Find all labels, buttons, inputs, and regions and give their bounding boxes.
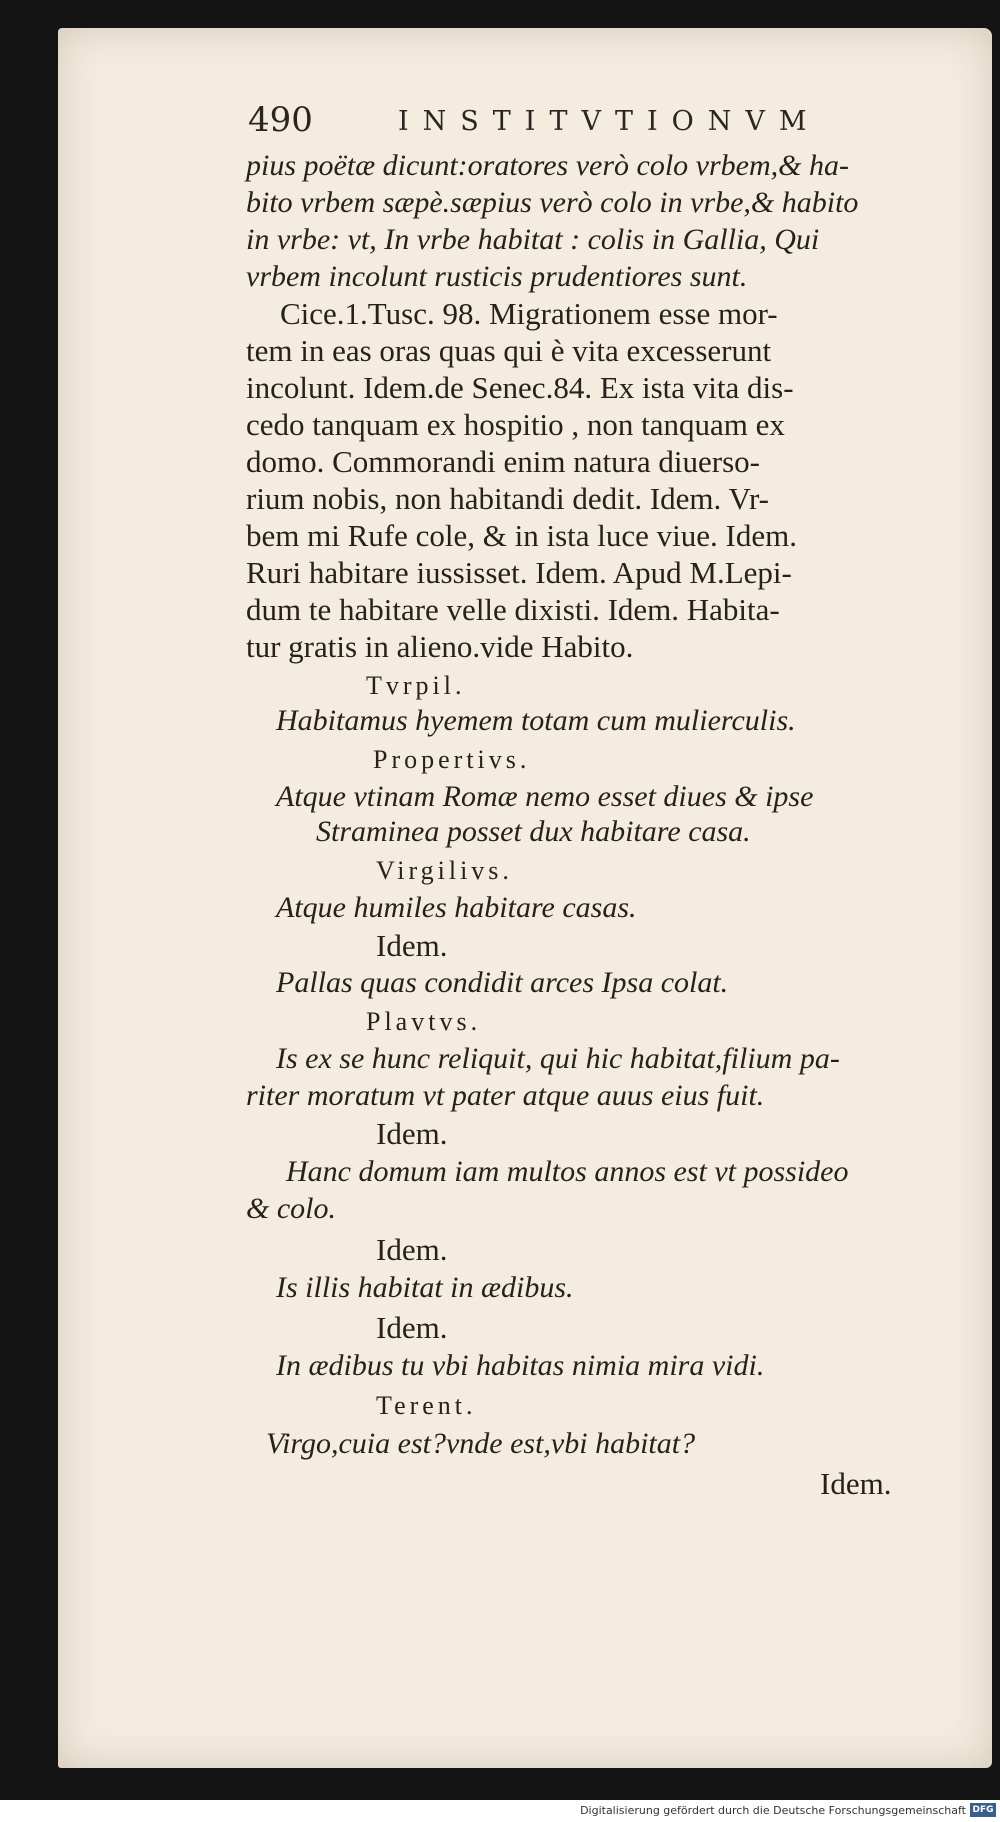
- text-line: in vrbe: vt, In vrbe habitat : colis in Gallia, Qui: [246, 223, 820, 256]
- quote-line: Hanc domum iam multos annos est vt possideo: [286, 1155, 849, 1188]
- text-line: cedo tanquam ex hospitio , non tanquam ex: [246, 407, 785, 442]
- quote-line: & colo.: [246, 1192, 336, 1225]
- footer-credit-bar: [0, 1800, 1000, 1822]
- quote-line: Pallas quas condidit arces Ipsa colat.: [276, 966, 729, 999]
- text-line: Cice.1.Tusc. 98. Migrationem esse mor-: [280, 296, 778, 331]
- quote-line: riter moratum vt pater atque auus eius fuit.: [246, 1079, 765, 1112]
- author-heading: Propertivs.: [373, 745, 531, 774]
- text-line: incolunt. Idem.de Senec.84. Ex ista vita dis-: [246, 370, 794, 405]
- footer-credit: Digitalisierung gefördert durch die Deutsche Forschungsgemeinschaft: [580, 1804, 966, 1817]
- author-heading: Tvrpil.: [366, 671, 466, 700]
- quote-line: Habitamus hyemem totam cum mulierculis.: [276, 704, 796, 737]
- text-line: bito vrbem sæpè.sæpius verò colo in vrbe,& habito: [246, 186, 859, 219]
- text-line: tur gratis in alieno.vide Habito.: [246, 629, 634, 664]
- running-title: INSTITVTIONVM: [398, 106, 821, 137]
- text-line: bem mi Rufe cole, & in ista luce viue. Idem.: [246, 518, 797, 553]
- author-heading: Idem.: [376, 928, 448, 963]
- quote-line: Atque vtinam Romæ nemo esset diues & ipse: [276, 780, 814, 813]
- text-line: rium nobis, non habitandi dedit. Idem. Vr-: [246, 481, 770, 516]
- quote-line: Straminea posset dux habitare casa.: [316, 815, 751, 848]
- quote-line: In ædibus tu vbi habitas nimia mira vidi.: [276, 1349, 765, 1382]
- text-line: Ruri habitare iussisset. Idem. Apud M.Lepi-: [246, 555, 792, 590]
- page-number: 490: [248, 100, 313, 140]
- author-heading: Plavtvs.: [366, 1007, 482, 1036]
- catchword: Idem.: [820, 1466, 892, 1501]
- text-line: vrbem incolunt rusticis prudentiores sunt.: [246, 260, 748, 293]
- page-header: [248, 100, 868, 150]
- text-line: domo. Commorandi enim natura diuerso-: [246, 444, 760, 479]
- quote-line: Is ex se hunc reliquit, qui hic habitat,filium pa-: [276, 1042, 840, 1075]
- book-page: [58, 28, 992, 1768]
- author-heading: Terent.: [376, 1391, 477, 1420]
- author-heading: Idem.: [376, 1116, 448, 1151]
- author-heading: Idem.: [376, 1310, 448, 1345]
- dfg-logo: DFG: [970, 1803, 996, 1817]
- author-heading: Virgilivs.: [376, 856, 513, 885]
- text-line: dum te habitare velle dixisti. Idem. Habita-: [246, 592, 780, 627]
- text-line: tem in eas oras quas qui è vita excesserunt: [246, 333, 772, 368]
- quote-line: Virgo,cuia est?vnde est,vbi habitat?: [266, 1427, 696, 1460]
- quote-line: Atque humiles habitare casas.: [276, 891, 637, 924]
- quote-line: Is illis habitat in ædibus.: [276, 1271, 574, 1304]
- text-line: pius poëtæ dicunt:oratores verò colo vrbem,& ha-: [246, 149, 849, 182]
- author-heading: Idem.: [376, 1232, 448, 1267]
